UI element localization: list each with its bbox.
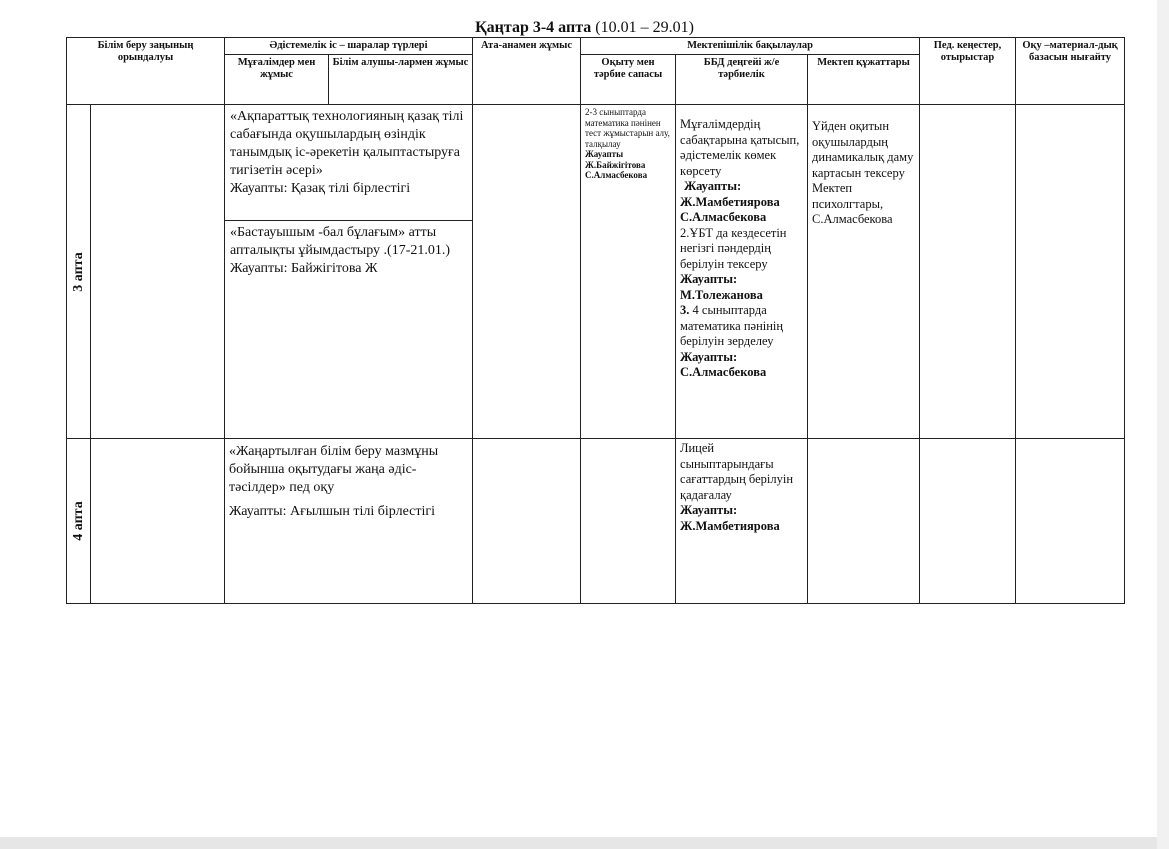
responsible-text: Жауапты: Ағылшын тілі бірлестігі <box>229 504 436 519</box>
table-row <box>67 439 1125 604</box>
header-bbd: ББД деңгейі ж/е тәрбиелік <box>676 55 808 105</box>
header-control-group: Мектепішілік бақылаулар <box>581 38 920 55</box>
header-material-base: Оқу –материал-дық базасын нығайту <box>1016 38 1125 105</box>
header-teaching-quality: Оқыту мен тәрбие сапасы <box>581 55 676 105</box>
title-dates: (10.01 – 29.01) <box>595 19 694 36</box>
teacher-event-2: «Бастауышым -бал бұлағым» атты апталықты ұйымдастыру .(17-21.01.) Жауапты: Байжігітова Ж <box>225 221 472 281</box>
councils-cell <box>920 105 1016 439</box>
header-methodical-sub <box>225 55 473 105</box>
scan-edge-bottom <box>0 837 1169 849</box>
parents-cell <box>473 105 581 439</box>
week-label: 4 апта <box>67 439 91 604</box>
header-students: Білім алушы-лармен жұмыс <box>332 57 469 68</box>
teaching-quality-cell <box>581 439 676 604</box>
teacher-work-cell <box>225 105 473 439</box>
page-title <box>0 19 1169 37</box>
title-month-weeks: Қаңтар 3-4 апта <box>475 19 592 36</box>
councils-cell <box>920 439 1016 604</box>
header-law-execution: Білім беру заңының орындалуы <box>67 38 225 105</box>
school-docs-cell <box>808 439 920 604</box>
bbd-cell: Мұғалімдердің сабақтарына қатысып, әдістемелік көмек көрсету Жауапты: Ж.Мамбетиярова С.Алмасбекова 2.ҰБТ да кездесетін негізгі пәндердің берілуін тексеру Жауапты: М.Толежанова 3. 4 сыныптарда математика пәнінің берілуін зерделеу Жауапты: С.Алмасбекова <box>676 105 808 439</box>
school-docs-cell: Үйден оқитын оқушылардың динамикалық даму картасын тексеру Мектеп психолгтары, С.Алмасбекова <box>808 105 920 439</box>
header-councils: Пед. кеңестер, отырыстар <box>920 38 1016 105</box>
material-base-cell <box>1016 105 1125 439</box>
scan-edge-right <box>1157 0 1169 849</box>
bbd-cell: Лицей сыныптарындағы сағаттардың берілуін қадағалау Жауапты: Ж.Мамбетиярова <box>676 439 808 604</box>
law-execution-cell <box>91 105 225 439</box>
plan-table <box>66 37 1125 604</box>
parents-cell <box>473 439 581 604</box>
material-base-cell <box>1016 439 1125 604</box>
teacher-event-1: «Ақпараттық технологияның қазақ тілі сабағында оқушылардың өзіндік танымдық іс-әрекетін қалыптастыруға тигізетін әсері» Жауапты: Қазақ тілі бірлестігі <box>225 105 472 221</box>
teaching-quality-cell: 2-3 сыныптарда математика пәнінен тест жұмыстарын алу, талқылау Жауапты Ж.Байжігітова С.Алмасбекова <box>581 105 676 439</box>
week-label: 3 апта <box>67 105 91 439</box>
header-parents: Ата-анамен жұмыс <box>473 38 581 105</box>
teacher-event-1: «Жаңартылған білім беру мазмұны бойынша оқытудағы жаңа әдіс-тәсілдер» пед оқу <box>229 444 439 495</box>
header-teachers: Мұғалімдер мен жұмыс <box>225 55 329 104</box>
header-methodical-group: Әдістемелік іс – шаралар түрлері <box>225 38 473 55</box>
responsible-text: Жауапты: Қазақ тілі бірлестігі <box>230 181 411 196</box>
table-row <box>67 105 1125 439</box>
header-school-docs: Мектеп құжаттары <box>808 55 920 105</box>
law-execution-cell <box>91 439 225 604</box>
teacher-work-cell <box>225 439 473 604</box>
responsible-text: Жауапты: Байжігітова Ж <box>230 261 378 276</box>
